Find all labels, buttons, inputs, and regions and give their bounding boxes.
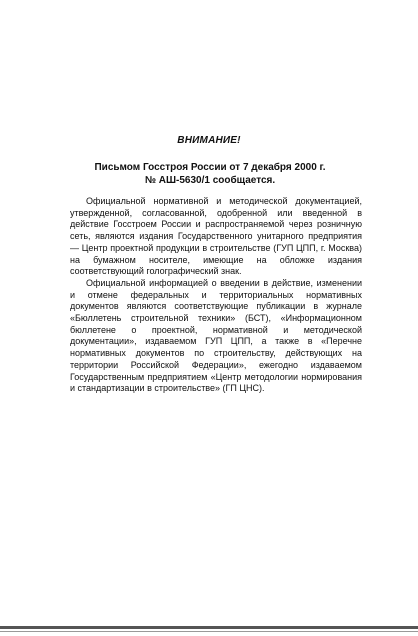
letter-reference [60,161,360,187]
paragraph-official-information: Официальной информацией о введении в действие, изменении и отмене федеральных и территориальных нормативных документов являются соответствующие публикации в журнале «Бюллетень строительной техники» (БСТ), «Информационном бюллетене о проектной, нормативной и методической документации», издаваемом ГУП ЦПП, а также в «Перечне нормативных документов по строительству, действующих на территории Российской Федерации», ежегодно издаваемом Государственным предприятием «Центр методологии нормирования и стандартизации в строительстве» (ГП ЦНС). [70,277,362,394]
bottom-rule-thin [0,631,418,632]
notice-title: ВНИМАНИЕ! [177,135,241,146]
body-text [70,196,362,395]
paragraph-official-documentation: Официальной нормативной и методической документацией, утвержденной, согласованной, одобренной или введенной в действие Госстроем России и распространяемой через розничную сеть, являются издания Государственного унитарного предприятия — Центр проектной продукции в строительстве (ГУП ЦПП, г. Москва) на бумажном носителе, имеющие на обложке издания соответствующий голографический знак. [70,196,362,277]
bottom-rule [0,626,418,629]
letter-reference-line-2: № АШ-5630/1 сообщается. [144,175,276,186]
letter-reference-line-1: Письмом Госстроя России от 7 декабря 2000 г. [94,162,326,173]
